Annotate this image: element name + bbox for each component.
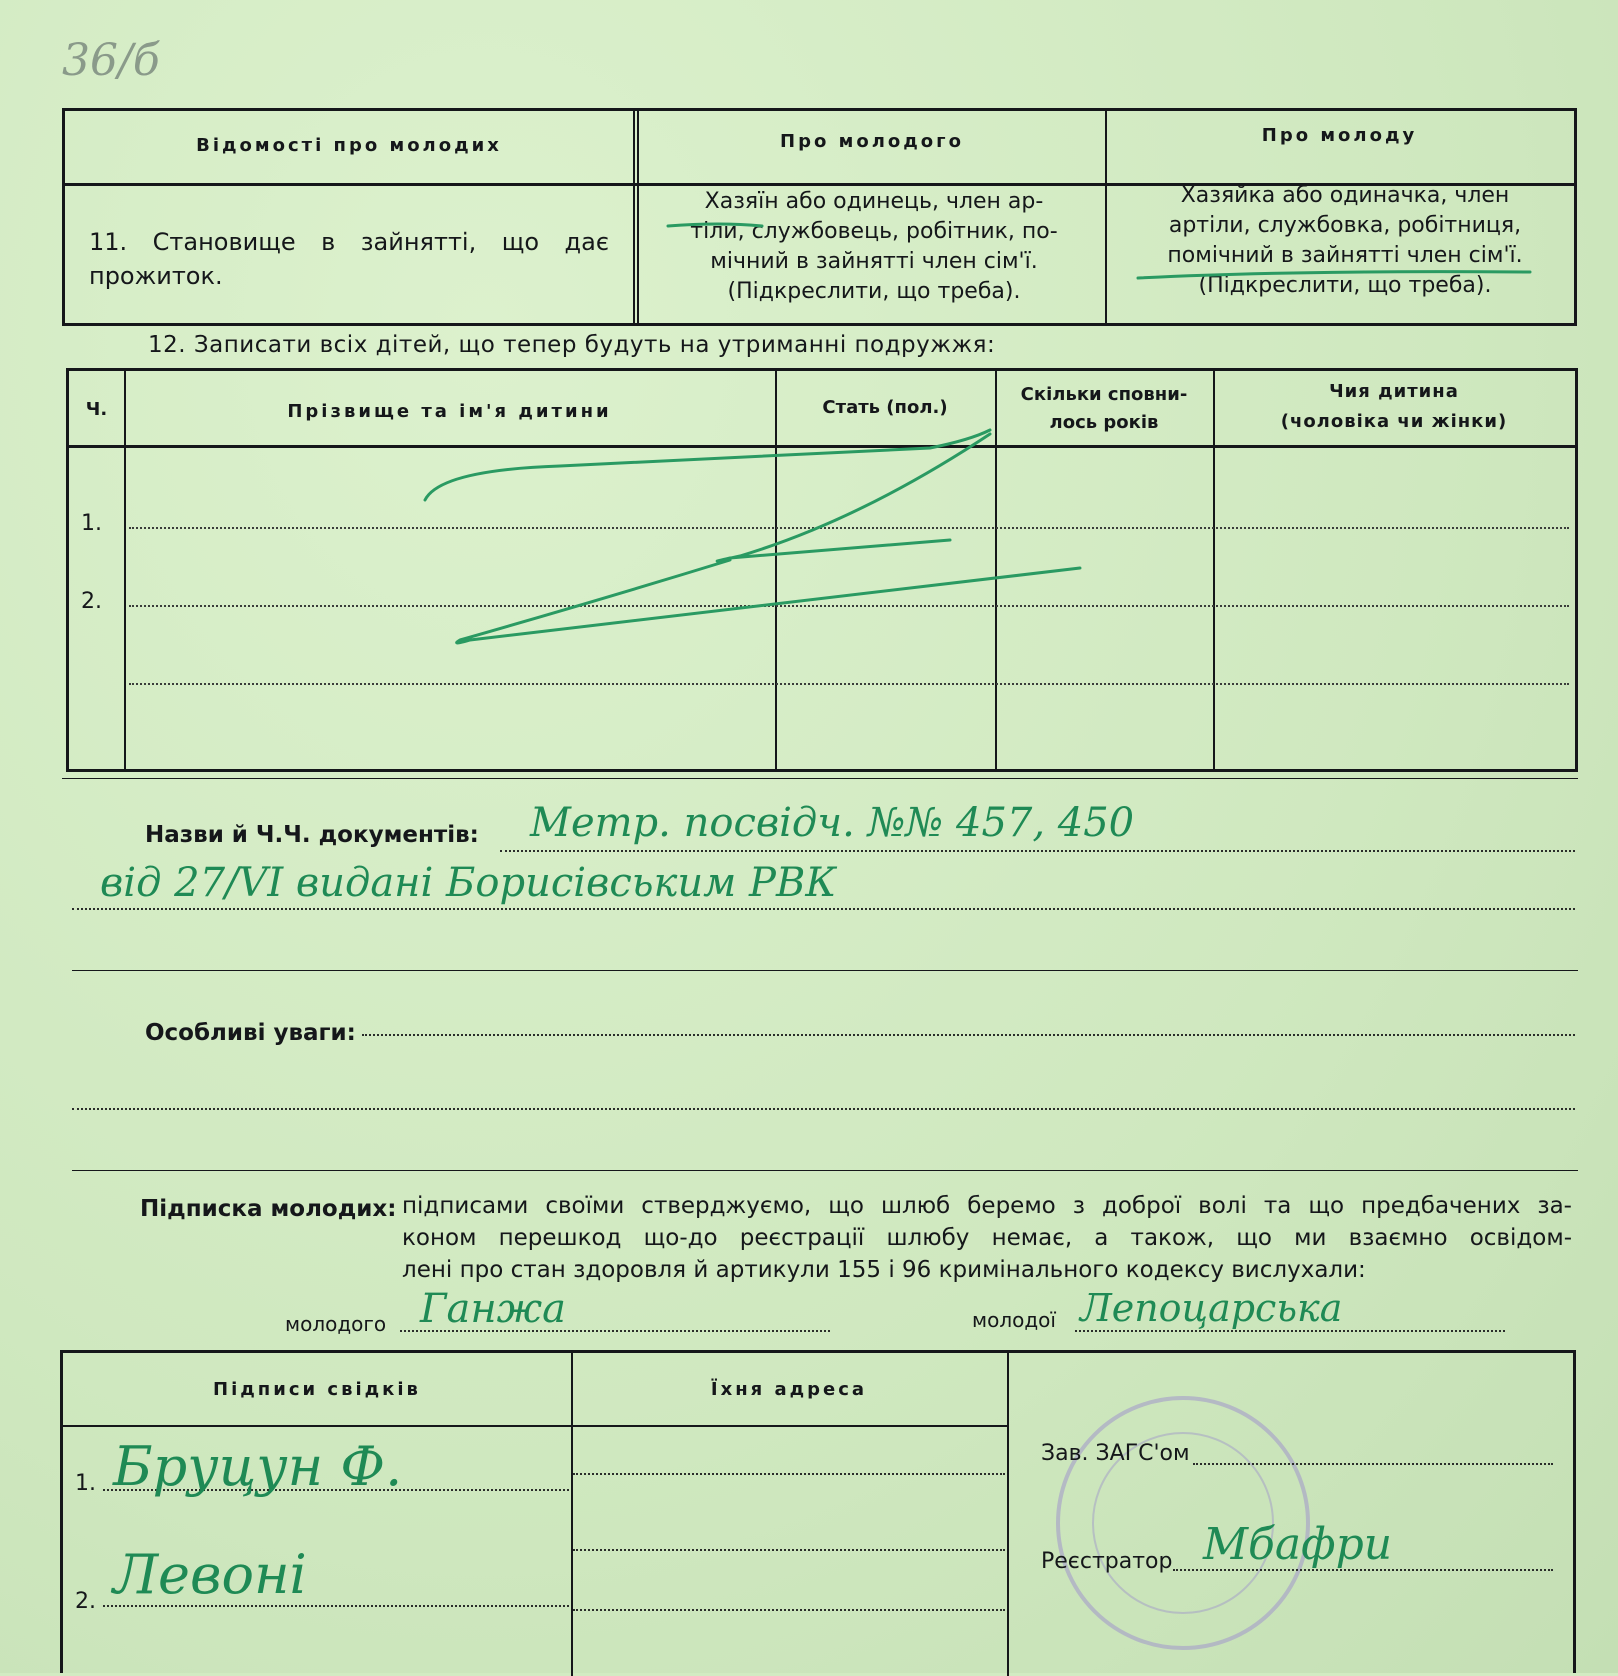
witness-number-1: 1.: [75, 1471, 96, 1496]
bride-occ-line3: помічний в зайнятті член сім'ї.: [1167, 243, 1523, 268]
col-header-whose-line2: (чоловіка чи жінки): [1280, 411, 1508, 432]
witness-signature-1: Бруцун Ф.: [113, 1435, 403, 1498]
documents-label: Назви й Ч.Ч. документів:: [145, 822, 479, 848]
groom-occ-line2: тіли, службовець, робітник, по-: [690, 219, 1058, 244]
groom-occ-line3: мічний в зайнятті член сім'ї.: [710, 249, 1038, 274]
col-header-age-line1: Скільки сповни-: [1020, 384, 1188, 405]
col-header-sex: Стать (пол.): [822, 397, 948, 418]
witness-number-2: 2.: [75, 1589, 96, 1614]
declaration-label: Підписка молодих:: [140, 1196, 397, 1222]
header-witness-signatures: Підписи свідків: [213, 1379, 421, 1400]
witness-signature-2: Левоні: [113, 1543, 307, 1606]
remarks-label: Особливі уваги:: [145, 1020, 356, 1046]
bride-occ-line2: артіли, службовка, робітниця,: [1168, 213, 1522, 238]
declaration-line2: коном перешкод що-до реєстрації шлюбу немає, а також, що ми взаємно освідом-: [402, 1225, 1572, 1251]
page-number: 36/б: [62, 35, 160, 86]
groom-signature-label: молодого: [285, 1312, 387, 1336]
child-row-number-2: 2.: [81, 589, 102, 614]
head-of-registry-label: Зав. ЗАГС'ом: [1041, 1441, 1190, 1466]
declaration-line1: підписами своїми стверджуємо, що шлюб беремо з доброї волі та що предбачених за-: [402, 1193, 1572, 1219]
documents-handwritten-line2: від 27/VI видані Борисівським РВК: [100, 860, 837, 906]
col-header-whose-line1: Чия дитина: [1329, 381, 1459, 402]
groom-signature: Ганжа: [420, 1286, 566, 1332]
groom-occ-line1: Хазяїн або одинець, член ар-: [704, 189, 1044, 214]
header-about-bride: Про молоду: [1261, 125, 1418, 146]
declaration-line3: лені про стан здоровля й артикули 155 і 96 кримінального кодексу вислухали:: [402, 1257, 1366, 1283]
witnesses-table: [60, 1350, 1576, 1673]
bride-signature-label: молодої: [972, 1308, 1056, 1332]
declaration-text: [402, 1190, 1572, 1286]
child-row-number-1: 1.: [81, 511, 102, 536]
col-header-number: Ч.: [85, 399, 108, 420]
registrar-label: Реєстратор: [1041, 1549, 1173, 1574]
documents-handwritten-line1: Метр. посвідч. №№ 457, 450: [530, 800, 1135, 846]
groom-occ-line4: (Підкреслити, що треба).: [727, 279, 1021, 304]
bride-signature: Лепоцарська: [1080, 1286, 1343, 1330]
children-title: 12. Записати всіх дітей, що тепер будуть на утриманні подружжя:: [148, 332, 996, 358]
bride-occ-line1: Хазяйка або одиначка, член: [1180, 183, 1510, 208]
strikethrough-ink: [0, 0, 1618, 700]
bride-occ-line4: (Підкреслити, що треба).: [1198, 273, 1492, 298]
header-about-groom: Про молодого: [780, 131, 964, 152]
registrar-signature: Мбафри: [1203, 1519, 1393, 1570]
header-info-about-couple: Відомості про молодих: [196, 135, 502, 156]
col-header-age-line2: лось років: [1049, 412, 1159, 433]
col-header-child-name: Прізвище та ім'я дитини: [287, 401, 612, 422]
row11-label: 11. Становище в зайнятті, що дає прожиток.: [89, 228, 609, 290]
header-witness-address: Їхня адреса: [710, 1379, 868, 1400]
